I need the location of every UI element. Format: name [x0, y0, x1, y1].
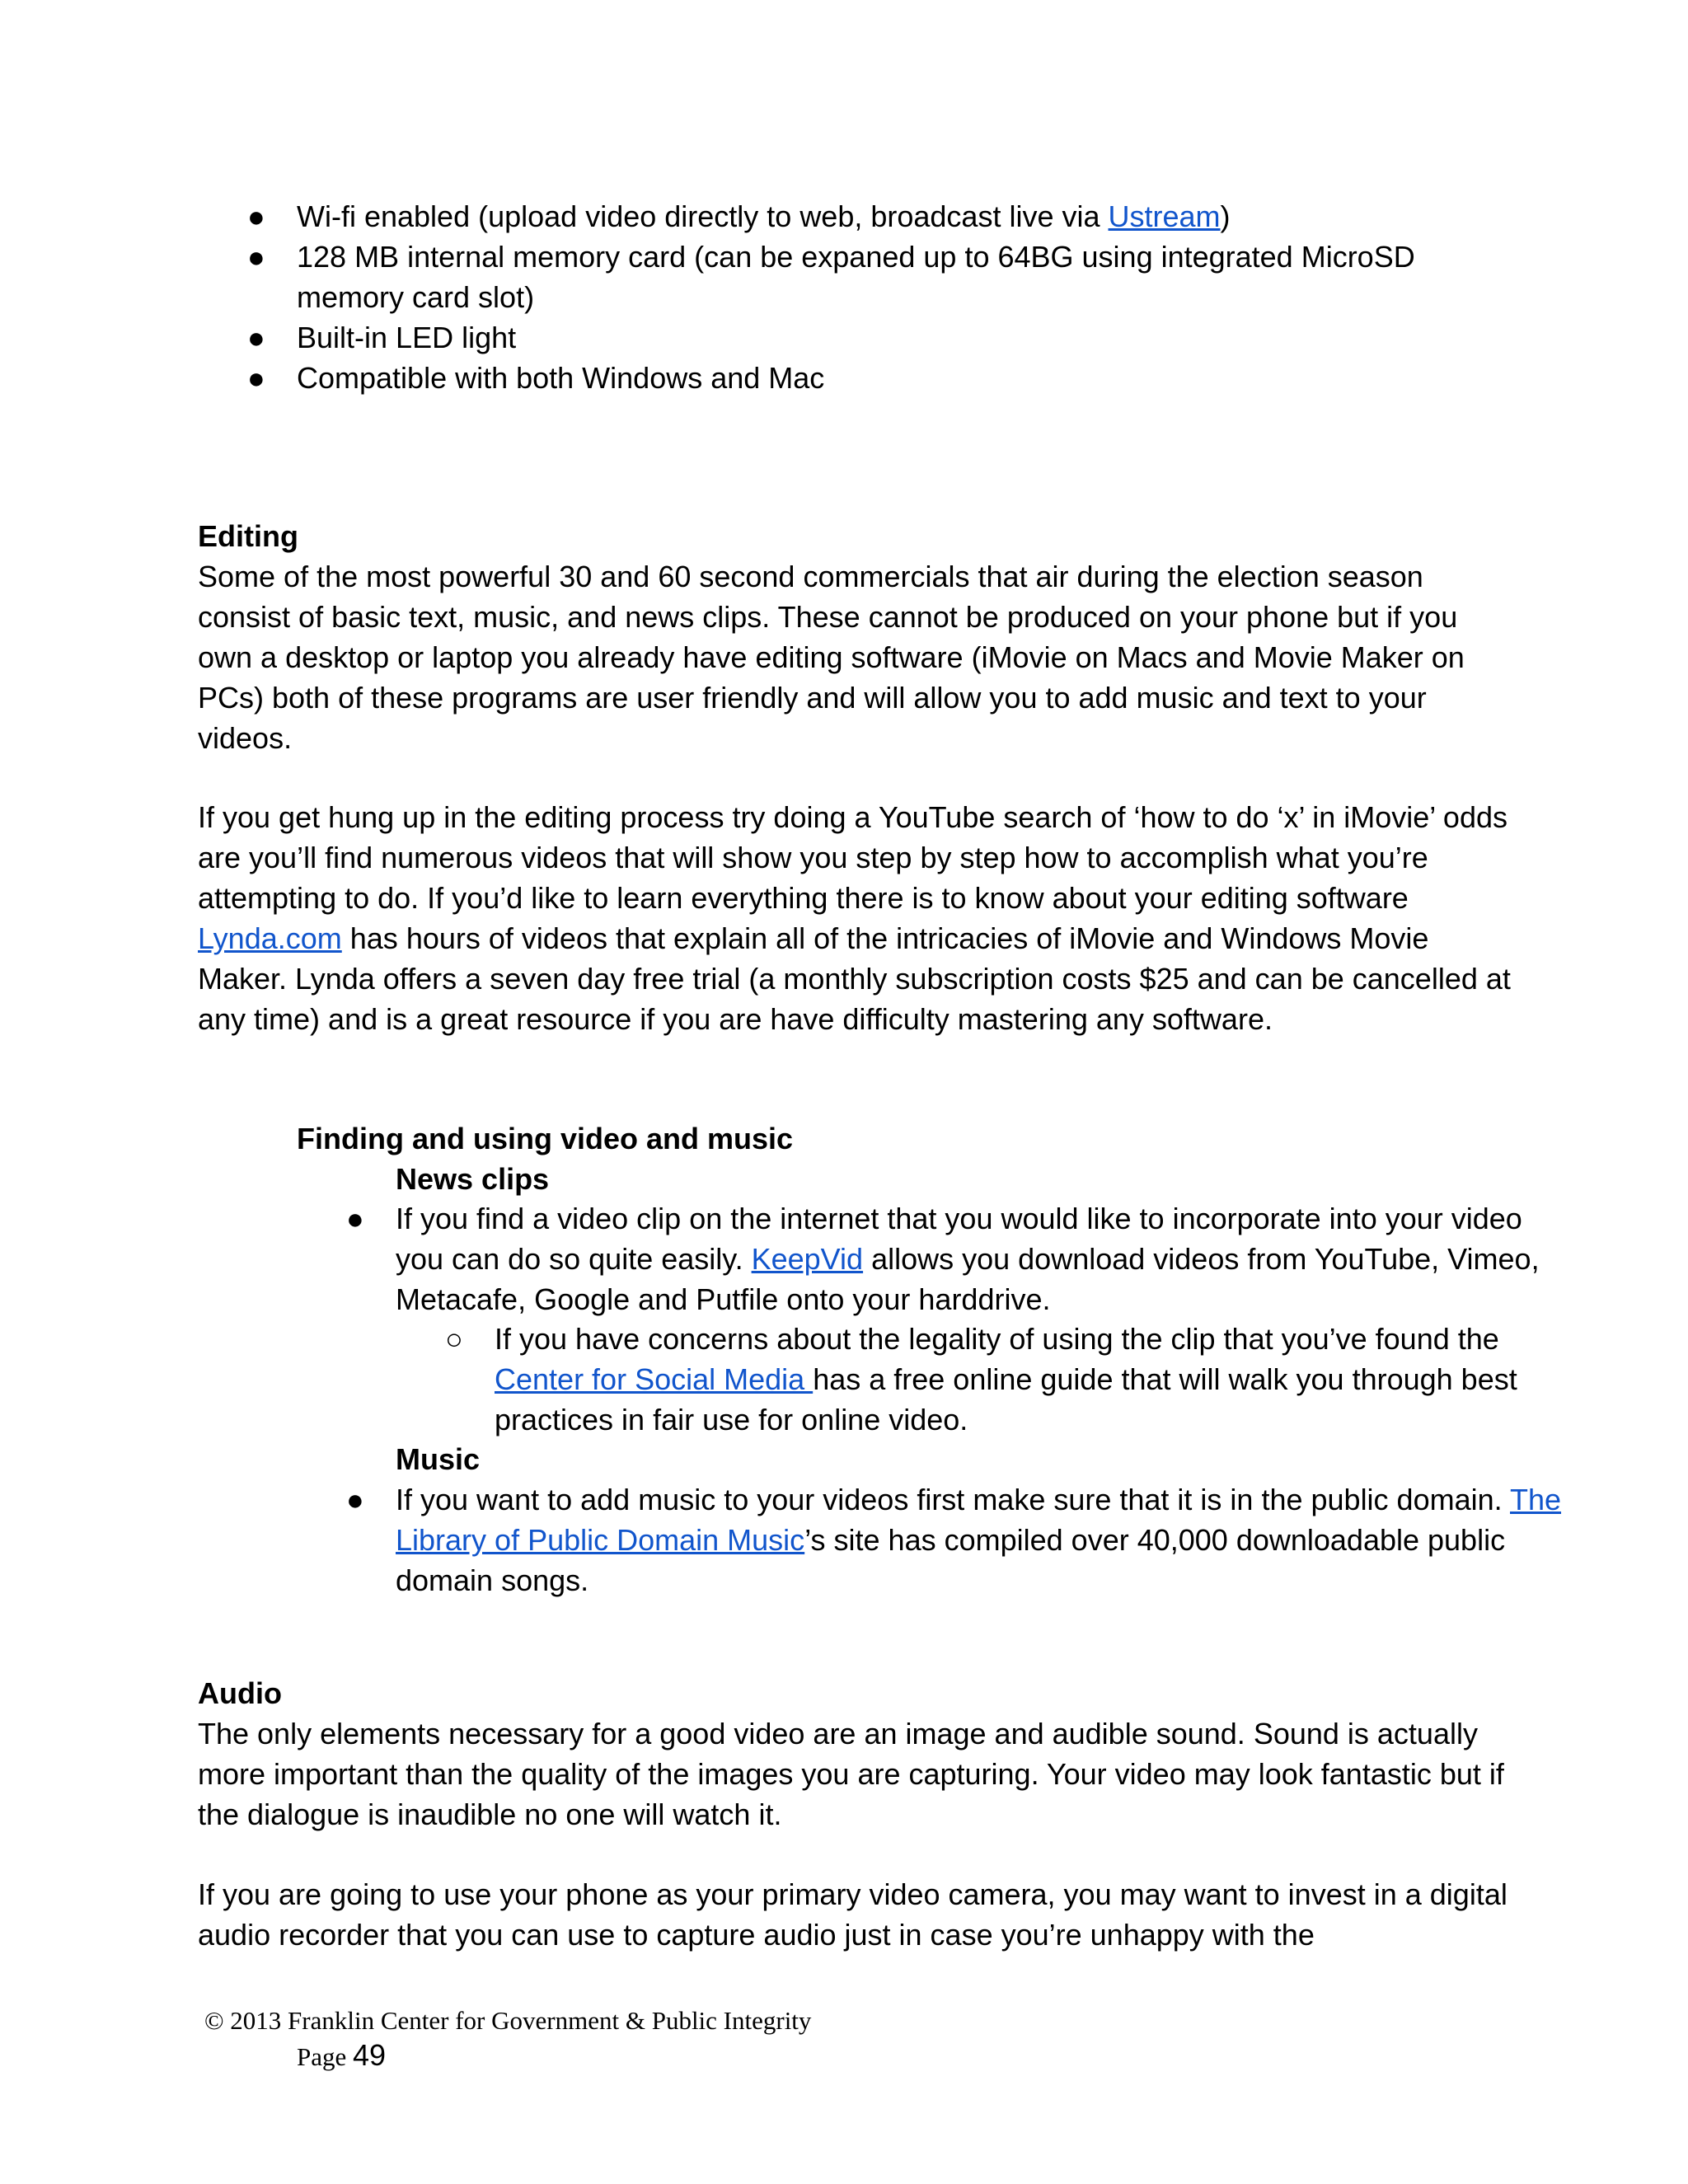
news-clips-item [346, 1198, 1566, 1319]
finding-heading: Finding and using video and music [297, 1122, 794, 1155]
list-item-text: ’s site has compiled over 40,000 downloadable public domain songs. [396, 1523, 1506, 1597]
page-number-value: 49 [353, 2038, 387, 2072]
keepvid-link[interactable]: KeepVid [751, 1242, 864, 1276]
list-item-text: Compatible with both Windows and Mac [297, 361, 825, 395]
news-clips-heading: News clips [396, 1162, 550, 1196]
list-item-text: 128 MB internal memory card (can be expaned up to 64BG using integrated MicroSD memory card slot) [297, 240, 1415, 314]
list-item-text: ) [1220, 199, 1231, 233]
paragraph-text: If you get hung up in the editing process try doing a YouTube search of ‘how to do ‘x’ in iMovie’ odds are you’ll find numerous videos that will show you step by step how to accomplish what you’re attempting to do. If you’d like to learn everything there is to know about your editing software [198, 800, 1507, 915]
bullet-icon: ● [247, 199, 265, 233]
center-for-social-media-link[interactable]: Center for Social Media [495, 1362, 814, 1396]
footer-copyright: © 2013 Franklin Center for Government & Public Integrity [204, 2006, 812, 2035]
list-item-text: Built-in LED light [297, 321, 517, 354]
list-item-text: has a free online guide that will walk you through best practices in fair use for online video. [495, 1362, 1517, 1436]
audio-heading: Audio [198, 1676, 282, 1710]
music-item [346, 1479, 1566, 1601]
lynda-link[interactable]: Lynda.com [198, 921, 342, 955]
bullet-icon: ● [247, 321, 265, 354]
list-item-text: allows you download videos from YouTube, Vimeo, Metacafe, Google and Putfile onto your harddrive. [396, 1242, 1540, 1316]
list-item-text: If you want to add music to your videos first make sure that it is in the public domain. [396, 1483, 1510, 1516]
bullet-icon: ● [346, 1202, 364, 1235]
list-item-text: If you have concerns about the legality of using the clip that you’ve found the [495, 1322, 1499, 1356]
bullet-icon: ● [247, 361, 265, 395]
feature-list [198, 196, 1500, 398]
bullet-icon: ● [346, 1483, 364, 1516]
public-domain-music-link[interactable]: The Library of Public Domain Music [396, 1483, 1562, 1557]
music-heading: Music [396, 1442, 481, 1476]
page-label: Page [297, 2042, 354, 2071]
bullet-icon: ● [247, 240, 265, 274]
list-item [198, 317, 1500, 358]
list-item-text: If you find a video clip on the internet that you would like to incorporate into your video you can do so quite easily. [396, 1202, 1522, 1276]
list-item [198, 358, 1500, 398]
audio-paragraph: The only elements necessary for a good video are an image and audible sound. Sound is actually more important than the quality of the images you are capturing. Your video may look fantastic but if the dialogue is inaudible no one will watch it. [198, 1717, 1504, 1831]
list-item [198, 237, 1500, 317]
legal-item [445, 1319, 1566, 1440]
list-item-text: Wi-fi enabled (upload video directly to web, broadcast live via [297, 199, 1109, 233]
list-item [198, 196, 1500, 237]
paragraph-text: has hours of videos that explain all of the intricacies of iMovie and Windows Movie Maker. Lynda offers a seven day free trial (a monthly subscription costs $25 and can be cancelled at any time) and is a great resource if you are have difficulty mastering any software. [198, 921, 1511, 1036]
editing-paragraph: Some of the most powerful 30 and 60 second commercials that air during the election season consist of basic text, music, and news clips. These cannot be produced on your phone but if you own a desktop or laptop you already have editing software (iMovie on Macs and Movie Maker on PCs) both of these programs are user friendly and will allow you to add music and text to your videos. [198, 560, 1465, 755]
page-number [297, 2039, 386, 2074]
editing-heading: Editing [198, 519, 298, 553]
audio-paragraph: If you are going to use your phone as your primary video camera, you may want to invest in a digital audio recorder that you can use to capture audio just in case you’re unhappy with the [198, 1877, 1507, 1952]
circle-bullet-icon: ○ [445, 1322, 463, 1356]
ustream-link[interactable]: Ustream [1108, 199, 1221, 233]
editing-paragraph [198, 797, 1517, 1039]
